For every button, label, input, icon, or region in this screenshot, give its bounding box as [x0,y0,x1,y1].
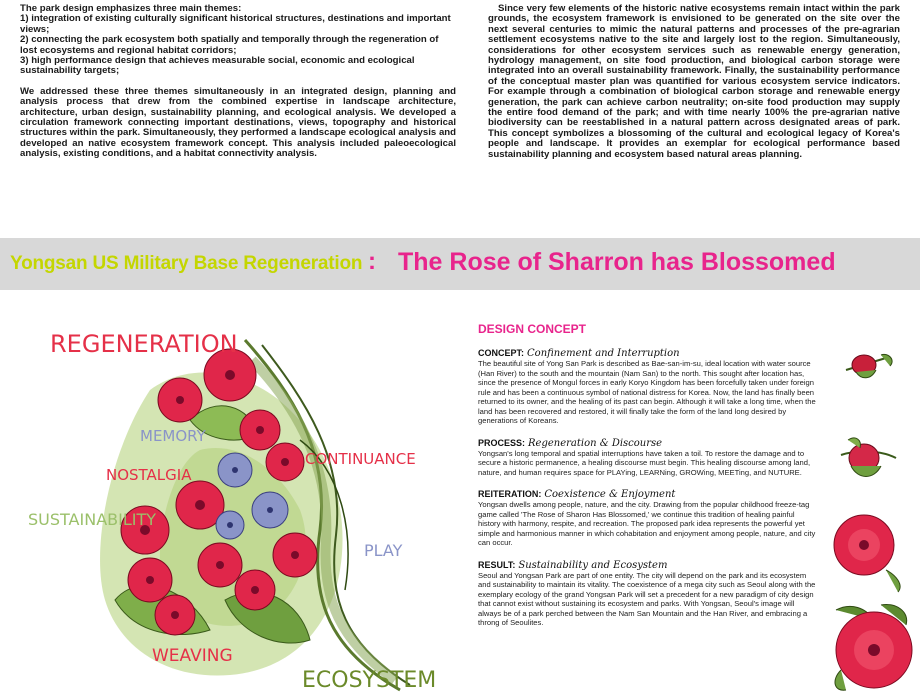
section-label: RESULT: [478,559,516,570]
intro-right-column [488,4,900,170]
hibiscus-sketch-illustration [0,300,470,695]
section-body: Yongsan's long temporal and spatial interruptions have taken a toil. To restore the damage and to secure a historic permanence, a healing discourse must begin. This healing discourse among land, nature, and human requires space for PLAYing, LEARNing, GROWing, MEETing, and NUTURE. [478,448,811,477]
concept-section [478,489,818,548]
title-banner [0,238,920,290]
intro-left-column [20,4,456,170]
word-ecosystem: ECOSYSTEM [302,668,437,693]
section-body: Seoul and Yongsan Park are part of one entity. The city will depend on the park and its ecosystem and sustainability to maintain its vitality. The coexistence of a mega city such as Seoul along with the exemplary ecology of the grand Yongsan Park will set a precedent for a new paradigm of city design that cannot exist without sustaining its ecosystem and parks. With Yongsan, Seoul's image will always be of a park perched between the Nam San Mountain and the Han River, and embracing a throng of Seoulites. [478,570,816,627]
intro-paragraph: 1) integration of existing culturally significant historical structures, destinations and important views; [20,13,451,35]
concept-heading: DESIGN CONCEPT [478,322,587,336]
section-subtitle: Confinement and Interruption [527,348,680,359]
word-continuance: CONTINUANCE [305,450,416,468]
section-subtitle: Coexistence & Enjoyment [544,489,676,500]
intro-paragraph: 3) high performance design that achieves measurable social, economic and ecological sustainability targets; [20,55,415,77]
section-body: The beautiful site of Yong San Park is described as Bae-san-im-su, ideal location with water source (Han River) to the south and the mountain (Nam San) to the north. This sought after location has, since the presence of Mongul forces in early Koryo Kingdom has been forcefully taken under foreign rule and has been a continuous symbol of national distress for Korea. Now, the land has finally been returned to its owner, and the healing of its past can begin. Although it will take a long time, when the land has been recovered and restored, it will finally take the form of the land long desired by generations of Koreans. [478,359,816,425]
flower-stages [826,340,920,695]
design-concept [478,322,818,640]
intro-paragraph: We addressed these three themes simultaneously in an integrated design, planning and analysis process that drew from the combined expertise in landscape architecture, architecture, urban design, sustainability planning, and ecological analysis. We developed a circulation framework connecting important destinations, views, topography and historical structures within the park. Simultaneously, they performed a landscape ecological analysis and developed an native ecosystem framework concept. This analysis included paleoecological analysis, existing conditions, and a habitat connectivity analysis. [20,85,456,160]
concept-section [478,560,818,628]
flower-open-icon [834,515,900,592]
section-subtitle: Regeneration & Discourse [528,437,663,449]
concept-section [478,438,818,478]
section-label: CONCEPT: [478,348,525,358]
concept-diagram [0,300,470,695]
intro-paragraph: Since very few elements of the historic native ecosystems remain intact within the park grounds, the ecosystem framework is envisioned to be generated on the site over the next several centuries to mimic the natural patterns and processes of the pre-agrarian settlement ecosystems native to the site and largely lost to the region. Simultaneously, considerations for other ecosystem services such as renewable energy generation, hydrology management, on site food production, and biological carbon storage were integrated into an overall sustainability framework. Finally, the sustainability performance of the conceptual master plan was quantified for various ecosystem service indicators. For example through a combination of biological carbon storage and renewable energy generation, the park can achieve carbon neutrality; on-site food production may supply the entire food demand of the park; and with time nearly 100% the pre-agrarian native biodiversity can be reestablished in a natural pattern across designated areas of park. This concept symbolizes a blossoming of the cultural and ecological legacy of Korea's people and landscape. It provides an exemplar for ecological performance based sustainability planning and ecosystem based natural areas planning. [488,3,900,160]
word-sustainability: SUSTAINABILITY [28,510,157,529]
word-play: PLAY [364,541,403,560]
section-label: REITERATION: [478,489,542,499]
word-weaving: WEAVING [152,646,233,666]
banner-title: The Rose of Sharron has Blossomed [398,248,836,276]
banner-subtitle: Yongsan US Military Base Regeneration [10,253,363,274]
intro-paragraph: 2) connecting the park ecosystem both spatially and temporally through the regeneration of lost ecosystems and regional habitat corridors; [20,34,439,56]
intro-paragraph: The park design emphasizes three main themes: [20,3,242,14]
flower-bloom-sequence-illustration [826,340,920,695]
section-body: Yongsan dwells among people, nature, and the city. Drawing from the popular childhood freeze-tag game called 'The Rose of Sharon Has Blossomed,' we continue this tradition of healing painful history with harmony, respite, and recreation. The proposed park idea represents the powerful yet simple and harmonious manner in which cohabitation and enjoyment among people, nature, and city can occur. [478,500,816,547]
word-regeneration: REGENERATION [50,330,238,358]
flower-opening-bud-icon [841,438,896,477]
word-memory: MEMORY [140,427,206,445]
section-label: PROCESS: [478,437,526,448]
section-subtitle: Sustainability and Ecosystem [518,559,668,571]
concept-section [478,348,818,426]
flower-bud-icon [846,354,892,377]
banner-separator: : [368,248,376,275]
word-nostalgia: NOSTALGIA [106,466,192,484]
flower-full-bloom-icon [835,604,912,690]
